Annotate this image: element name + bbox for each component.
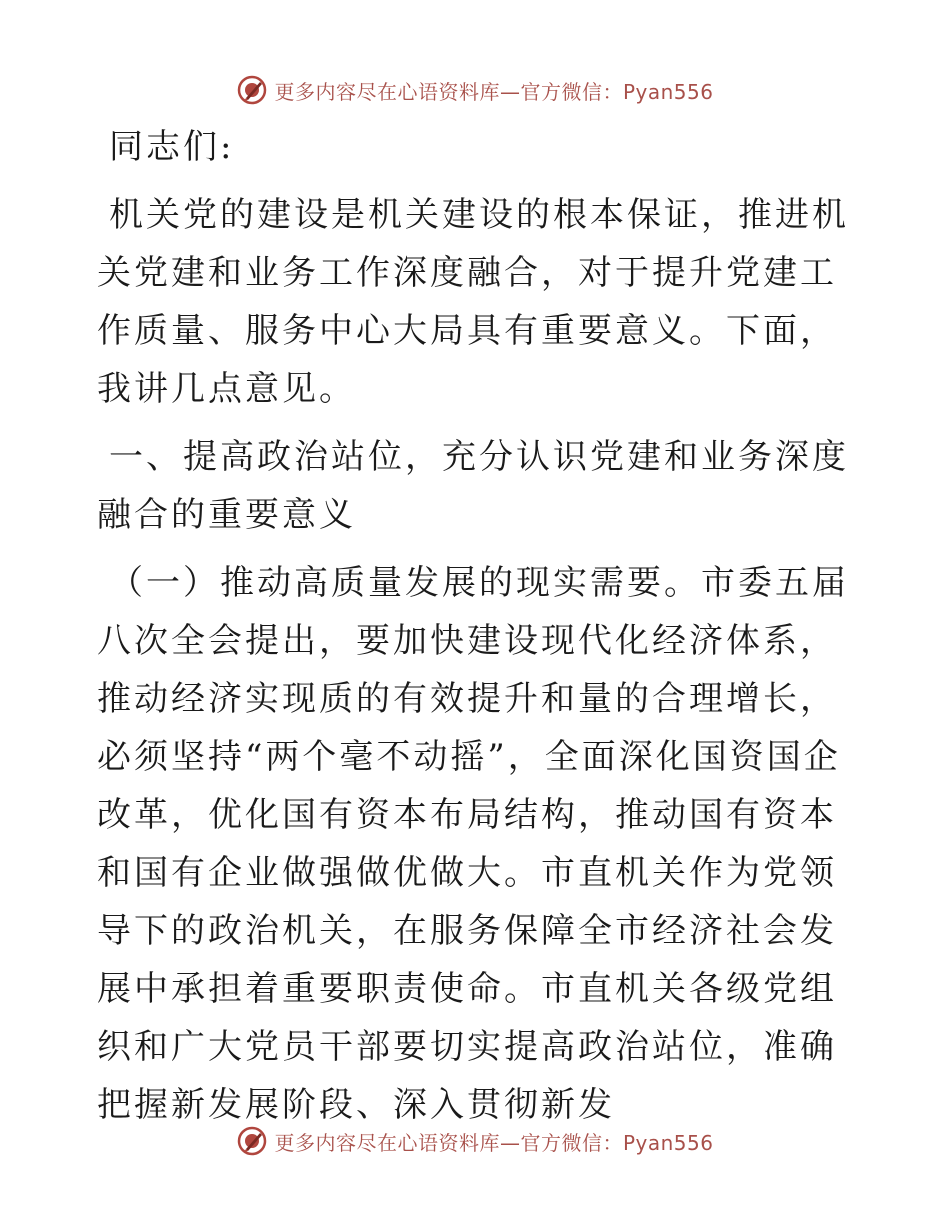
- watermark-banner-top: [0, 70, 950, 110]
- section-heading-1: 一、提高政治站位，充分认识党建和业务深度融合的重要意义: [97, 437, 849, 535]
- paragraph-subsection-1: （一）推动高质量发展的现实需要。市委五届八次全会提出，要加快建设现代化经济体系，推动经济实现质的有效提升和量的合理增长，必须坚持“两个毫不动摇”，全面深化国资国企改革，优化国有资本布局结构，推动国有资本和国有企业做强做优做大。市直机关作为党领导下的政治机关，在服务保障全市经济社会发展中承担着重要职责使命。市直机关各级党组织和广大党员干部要切实提高政治站位，准确把握新发展阶段、深入贯彻新发: [97, 563, 849, 1125]
- paragraph-intro: 机关党的建设是机关建设的根本保证，推进机关党建和业务工作深度融合，对于提升党建工作质量、服务中心大局具有重要意义。下面，我讲几点意见。: [97, 195, 849, 409]
- document-body: [97, 118, 852, 1134]
- watermark-text: 更多内容尽在心语资料库—官方微信：Pyan556: [274, 1130, 714, 1155]
- watermark-banner-bottom: [0, 1121, 950, 1161]
- pen-circle-logo-icon: [236, 74, 268, 106]
- watermark-text: 更多内容尽在心语资料库—官方微信：Pyan556: [274, 79, 714, 104]
- salutation: 同志们:: [109, 127, 235, 167]
- pen-circle-logo-icon: [236, 1125, 268, 1157]
